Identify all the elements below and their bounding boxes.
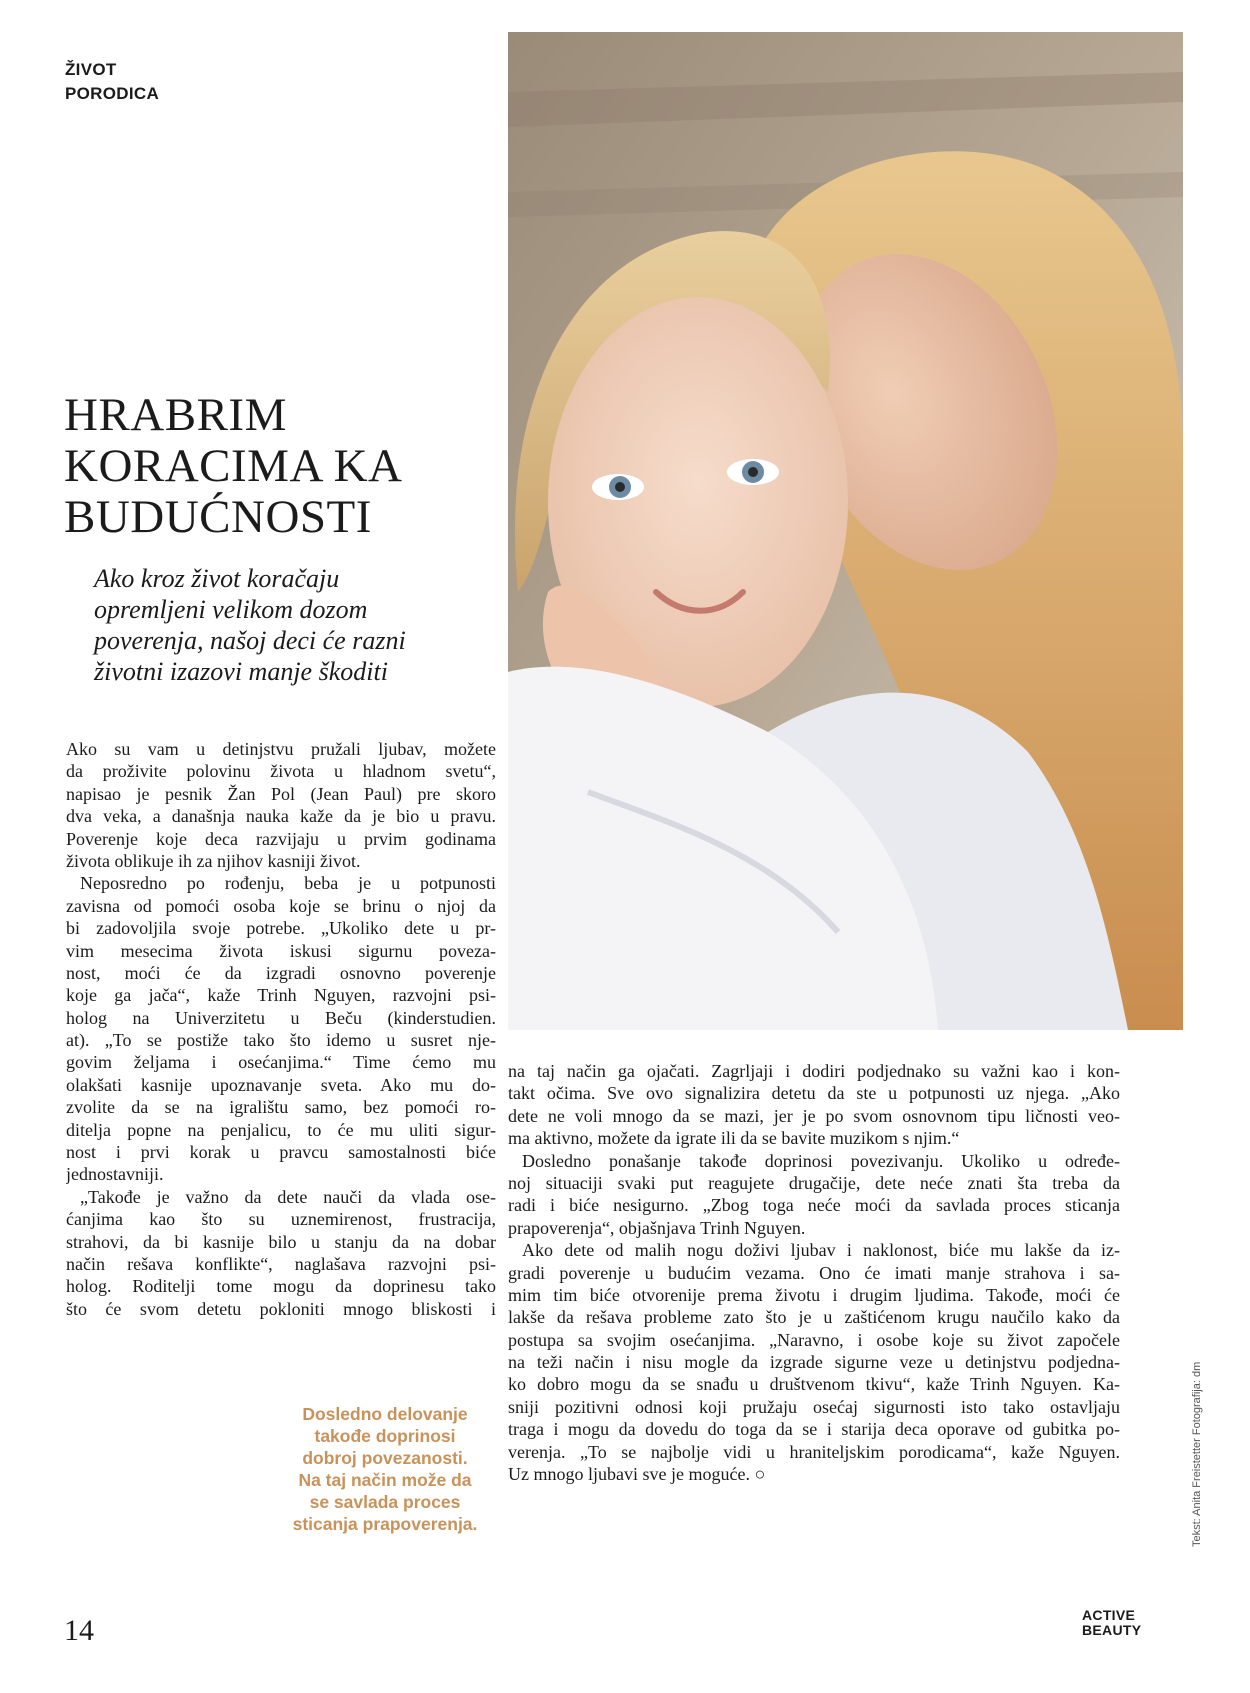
- body-column-right: [508, 1060, 1120, 1485]
- body-line: govim željama i osećanjima.“ Time ćemo mu: [66, 1052, 496, 1073]
- body-line: lakše da rešava probleme zato što je u zaštićenom krugu naučilo kako da: [508, 1307, 1120, 1328]
- headline-line: KORACIMA KA: [64, 440, 403, 492]
- mother-daughter-photo: [508, 32, 1183, 1030]
- body-line: Dosledno ponašanje takođe doprinosi povezivanju. Ukoliko u određe-: [522, 1150, 1120, 1171]
- pull-quote-line: Na taj način može da: [298, 1470, 472, 1490]
- section-label-line1: ŽIVOT: [65, 60, 117, 79]
- body-line: noj situaciji svaki put reagujete drugačije, dete neće znati šta treba da: [508, 1172, 1120, 1193]
- body-line: koje ga jača“, kaže Trinh Nguyen, razvojni psi-: [66, 985, 496, 1006]
- body-line: što će svom detetu pokloniti mnogo bliskosti i: [66, 1298, 496, 1319]
- pull-quote: [280, 1403, 490, 1535]
- body-line: postupa sa svojim osećanjima. „Naravno, i osobe koje su život započele: [508, 1329, 1120, 1350]
- body-line: prapoverenja“, objašnjava Trinh Nguyen.: [508, 1217, 806, 1238]
- pull-quote-line: dobroj povezanosti.: [302, 1448, 468, 1468]
- brand-line1: ACTIVE: [1082, 1607, 1136, 1623]
- body-line: sniji pozitivni odnosi koji pružaju osećaj sigurnosti isto tako ostavljaju: [508, 1396, 1120, 1417]
- body-line: holog na Univerzitetu u Beču (kinderstudien.: [66, 1007, 496, 1028]
- body-line: traga i mogu da dovedu do toga da se i starija deca oporave od gubitka po-: [508, 1419, 1120, 1440]
- body-line: Ako su vam u detinjstvu pružali ljubav, možete: [66, 739, 496, 759]
- body-line: ćanjima kao što su uznemirenost, frustracija,: [66, 1209, 496, 1230]
- body-line: na taj način ga ojačati. Zagrljaji i dodiri podjednako su važni kao i kon-: [508, 1061, 1120, 1081]
- deck-line: životni izazovi manje škoditi: [94, 657, 388, 686]
- body-line: bi zadovoljila svoje potrebe. „Ukoliko dete u pr-: [66, 918, 496, 939]
- brand-line2: BEAUTY: [1082, 1622, 1142, 1638]
- body-line: nost i prvi korak u pravcu samostalnosti biće: [66, 1142, 496, 1163]
- body-line: Uz mnogo ljubavi sve je moguće. ○: [508, 1464, 766, 1485]
- body-line: at). „To se postiže tako što idemo u susret nje-: [66, 1030, 496, 1051]
- deck-line: Ako kroz život koračaju: [94, 564, 340, 593]
- body-line: Poverenje koje deca razvijaju u prvim godinama: [66, 828, 496, 849]
- body-line: takt očima. Sve ovo signalizira detetu da ste u potpunosti uz njega. „Ako: [508, 1083, 1120, 1104]
- body-line: holog. Roditelji tome mogu da doprinesu tako: [66, 1276, 496, 1297]
- deck-line: opremljeni velikom dozom: [94, 595, 368, 624]
- page-number: 14: [64, 1614, 94, 1647]
- section-label: [65, 58, 159, 106]
- article-headline: [64, 390, 494, 543]
- pull-quote-line: sticanja prapoverenja.: [292, 1514, 478, 1534]
- pull-quote-line: Dosledno delovanje: [302, 1404, 468, 1424]
- body-column-left: [66, 738, 496, 1320]
- article-deck: [94, 563, 494, 687]
- body-line: radi i biće nesigurno. „Zbog toga neće moći da savlada proces sticanja: [508, 1195, 1120, 1216]
- body-line: života oblikuje ih za njihov kasniji život.: [66, 850, 361, 871]
- pull-quote-line: takođe doprinosi: [314, 1426, 456, 1446]
- body-line: Neposredno po rođenju, beba je u potpunosti: [80, 873, 496, 894]
- body-line: verenja. „To se najbolje vidi u hraniteljskim porodicama“, kaže Nguyen.: [508, 1441, 1120, 1462]
- body-line: „Takođe je važno da dete nauči da vlada ose-: [80, 1186, 496, 1207]
- pull-quote-line: se savlada proces: [309, 1492, 461, 1512]
- body-line: vim mesecima života iskusi sigurnu poveza-: [66, 940, 496, 961]
- body-line: ma aktivno, možete da igrate ili da se bavite muzikom s njim.“: [508, 1128, 960, 1149]
- photo-credit: Tekst: Anita Freistetter Fotografija: dm: [1191, 1361, 1203, 1547]
- body-line: dva veka, a današnja nauka kaže da je bio u pravu.: [66, 806, 496, 827]
- headline-line: BUDUĆNOSTI: [64, 491, 372, 543]
- body-line: na teži način i nisu mogle da izgrade sigurne veze u detinjstvu podjedna-: [508, 1352, 1120, 1373]
- body-line: nost, moći će da izgradi osnovno poverenje: [66, 962, 496, 983]
- body-line: mim tim biće otvorenije prema životu i drugim ljudima. Takođe, moći će: [508, 1284, 1120, 1305]
- body-line: olakšati kasnije upoznavanje sveta. Ako mu do-: [66, 1074, 496, 1095]
- body-line: dete ne voli mnogo da se mazi, jer je po svom osnovnom tipu ličnosti veo-: [508, 1105, 1120, 1126]
- body-line: gradi poverenje u budućim vezama. Ono će imati manje strahova i sa-: [508, 1262, 1120, 1283]
- body-line: način rešava konflikte“, naglašava razvojni psi-: [66, 1253, 496, 1274]
- body-line: strahovi, da bi kasnije bilo u stanju da na dobar: [66, 1231, 496, 1252]
- body-line: jednostavniji.: [66, 1164, 164, 1185]
- body-line: zvolite da se na igralištu samo, bez pomoći ro-: [66, 1097, 496, 1118]
- body-line: ko dobro mogu da se snađu u društvenom tkivu“, kaže Trinh Nguyen. Ka-: [508, 1374, 1120, 1395]
- body-line: napisao je pesnik Žan Pol (Jean Paul) pre skoro: [66, 783, 496, 804]
- section-label-line2: PORODICA: [65, 84, 160, 103]
- headline-line: HRABRIM: [64, 389, 287, 441]
- body-line: da proživite polovinu života u hladnom svetu“,: [66, 761, 496, 782]
- deck-line: poverenja, našoj deci će razni: [94, 626, 406, 655]
- body-line: ditelja popne na penjalicu, to će mu uliti sigur-: [66, 1119, 496, 1140]
- body-line: zavisna od pomoći osoba koje se brinu o njoj da: [66, 895, 496, 916]
- body-line: Ako dete od malih nogu doživi ljubav i naklonost, biće mu lakše da iz-: [522, 1240, 1120, 1261]
- magazine-brand: [1082, 1608, 1141, 1638]
